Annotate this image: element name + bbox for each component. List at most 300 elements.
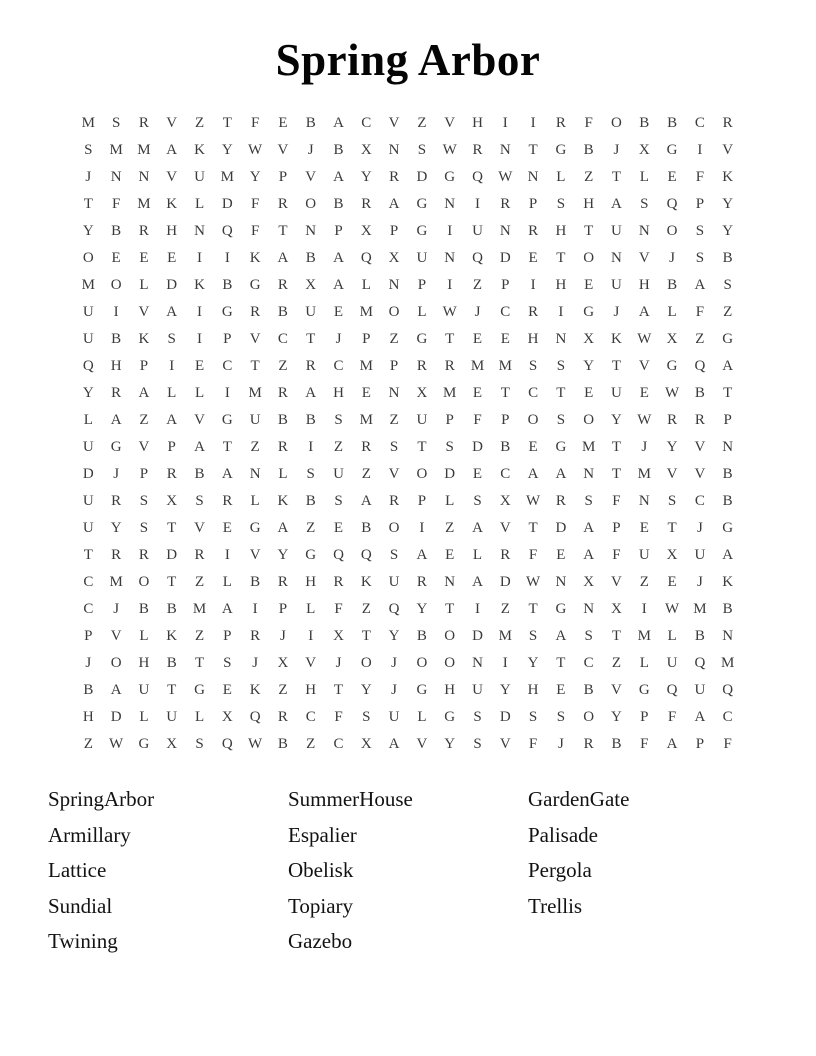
grid-letter: L [361, 277, 371, 293]
grid-letter: D [110, 709, 122, 725]
grid-letter: U [388, 709, 400, 725]
grid-letter: I [224, 547, 230, 563]
grid-letter: O [666, 223, 678, 239]
word-list-item: Sundial [48, 893, 113, 918]
grid-letter: E [361, 385, 371, 401]
grid-letter: M [109, 574, 123, 590]
grid-letter: F [250, 115, 260, 131]
grid-letter: M [109, 142, 123, 158]
grid-letter: O [583, 412, 595, 428]
grid-letter: G [305, 547, 317, 563]
grid-letter: S [139, 520, 149, 536]
grid-letter: L [194, 709, 205, 725]
grid-letter: S [389, 547, 399, 563]
grid-letter: N [638, 223, 650, 239]
grid-letter: F [334, 709, 343, 725]
word-list-item: Gazebo [288, 929, 353, 953]
grid-letter: J [85, 169, 92, 185]
grid-letter: V [138, 304, 150, 320]
grid-letter: N [444, 250, 456, 266]
word-column [48, 782, 288, 960]
grid-letter: C [222, 358, 233, 374]
grid-letter: P [445, 412, 454, 428]
grid-letter: P [389, 223, 399, 239]
word-list [0, 782, 816, 960]
grid-letter: R [416, 358, 427, 374]
grid-letter: B [722, 493, 733, 509]
grid-row [74, 245, 741, 272]
grid-letter: T [83, 196, 93, 212]
grid-letter: G [666, 358, 678, 374]
grid-letter: J [391, 682, 398, 698]
grid-letter: Y [722, 223, 734, 239]
grid-letter: E [472, 385, 483, 401]
grid-row [74, 434, 741, 461]
grid-letter: D [166, 547, 178, 563]
grid-letter: V [249, 331, 261, 347]
grid-letter: G [444, 709, 456, 725]
grid-letter: V [444, 115, 456, 131]
grid-letter: J [696, 520, 703, 536]
grid-letter: O [388, 304, 400, 320]
grid-letter: Y [666, 439, 678, 455]
grid-letter: I [308, 628, 314, 644]
grid-letter: N [583, 601, 595, 617]
grid-letter: J [279, 628, 286, 644]
grid-letter: F [111, 196, 121, 212]
grid-letter: S [528, 358, 538, 374]
grid-letter: F [528, 736, 538, 752]
grid-letter: T [83, 547, 93, 563]
grid-letter: C [83, 601, 94, 617]
grid-letter: T [611, 439, 622, 455]
grid-letter: H [166, 223, 178, 239]
grid-letter: T [222, 115, 232, 131]
grid-letter: Y [277, 547, 289, 563]
grid-letter: L [139, 628, 149, 644]
grid-letter: Z [639, 574, 649, 590]
grid-letter: R [250, 304, 261, 320]
grid-letter: L [83, 412, 93, 428]
grid-letter: Z [194, 574, 205, 590]
grid-letter: X [166, 493, 178, 509]
grid-letter: G [138, 736, 150, 752]
grid-letter: P [501, 277, 510, 293]
grid-letter: A [166, 142, 178, 158]
grid-letter: Y [444, 736, 456, 752]
grid-letter: E [167, 250, 177, 266]
grid-letter: W [109, 736, 124, 752]
grid-letter: U [82, 439, 94, 455]
grid-letter: N [499, 223, 511, 239]
grid-letter: N [388, 385, 400, 401]
grid-letter: V [166, 169, 178, 185]
grid-letter: R [111, 493, 122, 509]
grid-letter: C [277, 331, 288, 347]
grid-letter: A [555, 466, 567, 482]
grid-letter: N [472, 655, 483, 671]
grid-letter: J [557, 736, 564, 752]
grid-letter: A [388, 196, 400, 212]
grid-letter: J [252, 655, 259, 671]
grid-letter: B [361, 520, 372, 536]
grid-letter: I [197, 250, 203, 266]
grid-letter: V [194, 520, 205, 536]
grid-letter: P [278, 601, 288, 617]
word-list-item: Twining [48, 929, 118, 953]
grid-letter: P [223, 628, 232, 644]
grid-letter: O [527, 412, 539, 428]
grid-letter: W [664, 385, 680, 401]
grid-letter: C [722, 709, 733, 725]
grid-letter: V [166, 115, 178, 131]
grid-letter: X [638, 142, 650, 158]
grid-letter: Q [333, 547, 344, 563]
grid-letter: P [389, 358, 399, 374]
grid-letter: O [583, 709, 595, 725]
grid-letter: A [527, 466, 539, 482]
grid-letter: J [113, 466, 120, 482]
grid-letter: P [640, 709, 649, 725]
grid-letter: F [667, 709, 677, 725]
grid-letter: J [113, 601, 120, 617]
grid-letter: X [416, 385, 428, 401]
grid-letter: M [720, 655, 735, 671]
grid-letter: M [192, 601, 207, 617]
grid-letter: R [250, 628, 261, 644]
grid-letter: R [111, 385, 122, 401]
grid-letter: P [695, 736, 705, 752]
grid-letter: B [111, 331, 122, 347]
grid-letter: T [500, 385, 510, 401]
grid-letter: L [194, 385, 205, 401]
grid-letter: V [416, 736, 428, 752]
grid-letter: B [83, 682, 94, 698]
grid-letter: O [82, 250, 94, 266]
grid-letter: R [361, 196, 372, 212]
grid-letter: M [470, 358, 485, 374]
grid-letter: S [334, 412, 343, 428]
grid-letter: G [416, 223, 428, 239]
grid-letter: A [277, 520, 289, 536]
grid-letter: T [667, 520, 677, 536]
grid-letter: J [85, 655, 92, 671]
grid-row [74, 380, 741, 407]
grid-letter: X [666, 331, 678, 347]
grid-letter: G [249, 520, 261, 536]
grid-letter: C [528, 385, 539, 401]
grid-letter: B [138, 601, 149, 617]
grid-letter: O [360, 655, 372, 671]
grid-letter: U [416, 412, 428, 428]
grid-letter: E [333, 520, 344, 536]
grid-letter: Z [472, 277, 483, 293]
grid-letter: K [722, 574, 734, 590]
grid-letter: E [556, 682, 566, 698]
grid-letter: U [694, 682, 706, 698]
grid-letter: D [499, 250, 511, 266]
grid-letter: Q [388, 601, 400, 617]
grid-letter: E [333, 304, 344, 320]
grid-letter: R [138, 115, 149, 131]
grid-letter: K [249, 250, 261, 266]
grid-letter: N [305, 223, 317, 239]
grid-letter: S [389, 439, 399, 455]
grid-letter: O [110, 277, 122, 293]
grid-letter: G [555, 601, 567, 617]
grid-letter: U [388, 574, 400, 590]
grid-letter: O [444, 655, 456, 671]
grid-letter: C [83, 574, 94, 590]
grid-letter: U [138, 682, 150, 698]
grid-letter: G [416, 196, 428, 212]
grid-letter: R [138, 547, 149, 563]
grid-letter: H [110, 358, 122, 374]
grid-letter: S [473, 736, 482, 752]
grid-letter: E [500, 331, 510, 347]
grid-letter: Q [221, 736, 233, 752]
grid-letter: E [194, 358, 205, 374]
grid-letter: P [139, 466, 149, 482]
grid-letter: L [194, 196, 205, 212]
grid-letter: S [556, 196, 566, 212]
grid-letter: H [305, 682, 317, 698]
grid-letter: N [499, 142, 511, 158]
grid-letter: L [639, 169, 649, 185]
grid-letter: N [388, 142, 400, 158]
grid-letter: A [221, 466, 233, 482]
grid-letter: R [305, 358, 316, 374]
grid-letter: P [167, 439, 176, 455]
grid-letter: J [613, 142, 620, 158]
word-list-item: SpringArbor [48, 787, 155, 811]
word-list-item: Palisade [528, 822, 598, 847]
grid-letter: E [111, 250, 121, 266]
grid-letter: W [664, 601, 680, 617]
grid-letter: J [641, 439, 648, 455]
grid-letter: M [248, 385, 262, 401]
grid-letter: W [248, 142, 263, 158]
grid-letter: A [722, 358, 734, 374]
grid-letter: D [499, 709, 511, 725]
word-column [528, 782, 768, 924]
grid-letter: H [472, 115, 483, 131]
grid-letter: Y [611, 412, 622, 428]
grid-letter: T [167, 682, 177, 698]
grid-letter: X [499, 493, 511, 509]
grid-letter: G [416, 331, 428, 347]
grid-letter: K [166, 628, 178, 644]
grid-letter: R [138, 223, 149, 239]
grid-letter: N [444, 574, 456, 590]
grid-letter: X [360, 223, 372, 239]
grid-letter: A [388, 736, 400, 752]
grid-letter: R [277, 385, 288, 401]
grid-letter: T [611, 358, 622, 374]
grid-letter: R [555, 115, 566, 131]
grid-row [74, 650, 741, 677]
grid-letter: R [277, 277, 288, 293]
grid-row [74, 731, 741, 758]
grid-letter: B [722, 601, 733, 617]
grid-letter: E [445, 547, 455, 563]
grid-letter: I [252, 601, 258, 617]
grid-letter: J [335, 331, 342, 347]
grid-letter: T [556, 385, 566, 401]
word-list-item: Pergola [528, 858, 592, 882]
grid-letter: Z [500, 601, 510, 617]
grid-letter: A [611, 196, 622, 212]
grid-letter: Y [527, 655, 539, 671]
grid-row [74, 218, 741, 245]
grid-letter: Y [82, 385, 94, 401]
grid-letter: Q [472, 169, 483, 185]
grid-letter: B [277, 304, 288, 320]
grid-letter: V [138, 439, 150, 455]
grid-row [74, 137, 741, 164]
grid-letter: G [416, 682, 428, 698]
grid-letter: V [611, 574, 622, 590]
grid-letter: D [555, 520, 567, 536]
grid-letter: R [528, 304, 539, 320]
grid-letter: H [555, 223, 567, 239]
grid-letter: A [194, 439, 205, 455]
puzzle-grid [0, 110, 816, 758]
grid-letter: E [667, 574, 677, 590]
grid-letter: K [360, 574, 372, 590]
grid-letter: F [250, 196, 260, 212]
grid-letter: Z [611, 655, 622, 671]
grid-letter: A [472, 574, 483, 590]
grid-letter: Z [278, 358, 288, 374]
grid-letter: L [222, 574, 232, 590]
grid-letter: U [305, 304, 317, 320]
grid-letter: R [667, 412, 678, 428]
grid-letter: F [640, 736, 649, 752]
grid-letter: F [250, 223, 260, 239]
grid-letter: U [416, 250, 428, 266]
grid-letter: N [194, 223, 205, 239]
grid-letter: H [444, 682, 456, 698]
grid-letter: J [335, 655, 342, 671]
grid-letter: V [388, 466, 400, 482]
grid-letter: V [638, 358, 650, 374]
grid-letter: A [333, 277, 344, 293]
grid-letter: Z [306, 520, 316, 536]
grid-letter: O [416, 466, 428, 482]
grid-letter: I [641, 601, 647, 617]
grid-letter: G [722, 331, 734, 347]
grid-letter: Z [278, 682, 288, 698]
grid-letter: Y [611, 709, 622, 725]
grid-letter: M [137, 142, 151, 158]
grid-letter: A [277, 250, 289, 266]
grid-letter: Q [722, 682, 734, 698]
grid-letter: L [472, 547, 483, 563]
grid-letter: P [501, 412, 510, 428]
grid-letter: V [277, 142, 289, 158]
grid-row [74, 299, 741, 326]
grid-row [74, 677, 741, 704]
grid-letter: M [359, 304, 373, 320]
grid-letter: T [584, 223, 594, 239]
grid-letter: S [695, 223, 705, 239]
grid-letter: L [139, 709, 149, 725]
grid-letter: R [277, 196, 288, 212]
grid-letter: M [637, 466, 651, 482]
grid-letter: E [222, 682, 232, 698]
grid-row [74, 326, 741, 353]
grid-letter: I [530, 115, 536, 131]
grid-letter: T [167, 574, 177, 590]
grid-letter: I [308, 439, 314, 455]
grid-letter: H [138, 655, 150, 671]
word-list-item: Topiary [288, 893, 354, 918]
grid-letter: T [528, 142, 538, 158]
grid-letter: V [499, 520, 511, 536]
grid-letter: O [138, 574, 150, 590]
grid-letter: R [333, 574, 344, 590]
grid-letter: D [472, 439, 483, 455]
grid-letter: I [447, 277, 453, 293]
grid-letter: E [278, 115, 288, 131]
grid-row [74, 569, 741, 596]
grid-letter: Z [361, 466, 371, 482]
grid-letter: Z [389, 331, 399, 347]
grid-letter: G [666, 142, 678, 158]
grid-letter: B [111, 223, 122, 239]
grid-letter: W [498, 169, 513, 185]
grid-letter: Q [666, 196, 678, 212]
grid-letter: S [84, 142, 93, 158]
grid-letter: V [305, 169, 317, 185]
grid-letter: Q [360, 547, 372, 563]
grid-letter: U [194, 169, 205, 185]
grid-letter: K [611, 331, 622, 347]
grid-letter: F [695, 304, 705, 320]
grid-letter: I [447, 223, 453, 239]
grid-letter: F [473, 412, 482, 428]
word-list-item: Armillary [48, 822, 131, 847]
grid-letter: R [416, 574, 427, 590]
grid-letter: S [640, 196, 649, 212]
grid-letter: S [584, 493, 593, 509]
grid-letter: F [723, 736, 732, 752]
grid-letter: B [500, 439, 511, 455]
grid-letter: S [111, 115, 121, 131]
grid-letter: G [221, 304, 233, 320]
grid-letter: B [667, 277, 678, 293]
grid-row [74, 353, 741, 380]
grid-letter: X [360, 142, 372, 158]
grid-letter: Y [249, 169, 261, 185]
grid-letter: T [222, 439, 232, 455]
grid-letter: G [444, 169, 456, 185]
grid-letter: S [723, 277, 732, 293]
grid-letter: M [582, 439, 596, 455]
grid-letter: U [166, 709, 178, 725]
grid-letter: A [166, 412, 178, 428]
grid-letter: X [221, 709, 233, 725]
grid-letter: N [555, 574, 567, 590]
grid-letter: H [583, 196, 595, 212]
grid-letter: N [638, 493, 650, 509]
grid-letter: W [442, 304, 457, 320]
grid-letter: M [443, 385, 457, 401]
grid-letter: G [638, 682, 650, 698]
grid-letter: X [583, 574, 595, 590]
grid-letter: N [527, 169, 539, 185]
